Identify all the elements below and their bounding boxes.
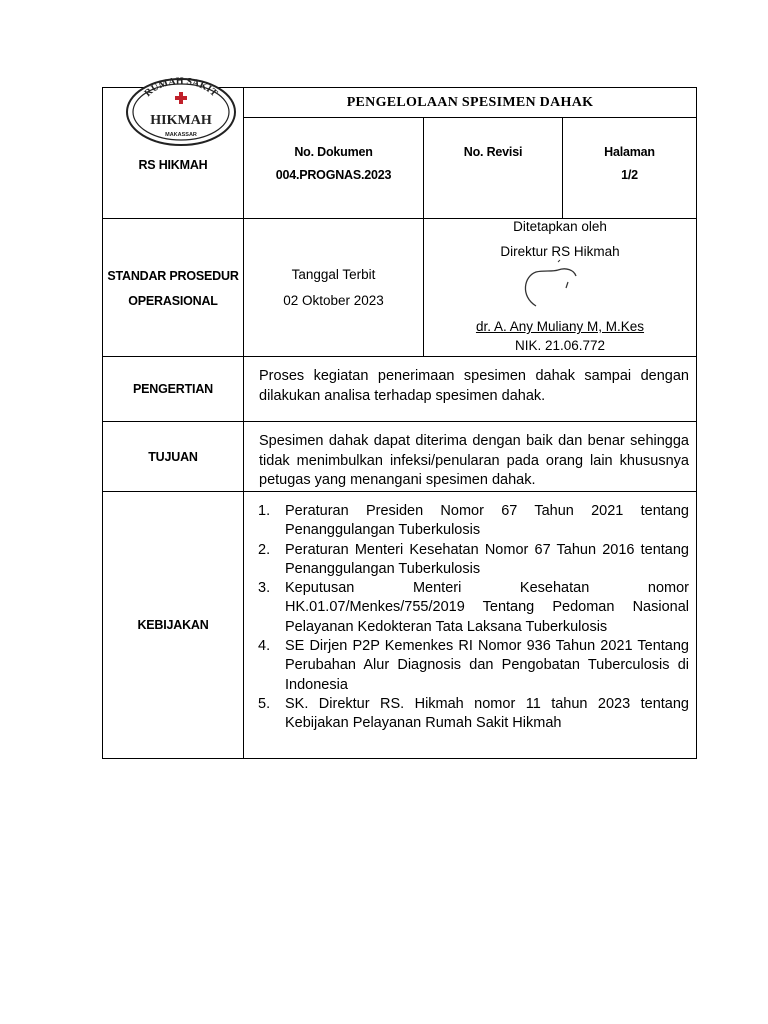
policy-item: 1. Peraturan Presiden Nomor 67 Tahun 2021 tentang Penanggulangan Tuberkulosis [258,503,689,539]
title-divider [243,117,697,118]
document-title: PENGELOLAAN SPESIMEN DAHAK [346,94,594,110]
doc-number-value: 004.PROGNAS.2023 [275,168,392,182]
tujuan-label: TUJUAN [148,449,198,464]
logo-city: MAKASSAR [165,132,197,138]
sop-col-divider [423,218,424,356]
hospital-logo [124,74,238,146]
logo-arc-text: RUMAH SAKIT [142,75,220,100]
issue-date-value: 02 Oktober 2023 [283,293,384,308]
issue-date-label: Tanggal Terbit [291,267,376,282]
sop-label [103,264,243,314]
tujuan-text: Spesimen dahak dapat diterima dengan baik dan benar sehingga tidak menimbulkan infeksi/penularan pada orang lain khususnya petugas yang menangani spesimen dahak. [259,433,689,488]
sop-label-line2: OPERASIONAL [128,294,218,308]
policy-item: 2. Peraturan Menteri Kesehatan Nomor 67 Tahun 2016 tentang Penanggulangan Tuberkulosis [258,541,689,577]
header-col-divider-1 [423,117,424,218]
policy-item: 4. SE Dirjen P2P Kemenkes RI Nomor 936 Tahun 2021 Tentang Perubahan Alur Diagnosis dan Pengobatan Tuberculosis di Indonesia [258,638,689,693]
policy-item: 3. Keputusan Menteri Kesehatan nomor HK.01.07/Menkes/755/2019 Tentang Pedoman Nasional Pelayanan Kedokteran Tata Laksana Tuberkulosis [258,580,689,635]
approved-by-label: Ditetapkan oleh [513,219,607,234]
page-label: Halaman [604,145,655,159]
sop-label-line1: STANDAR PROSEDUR [107,269,239,283]
pengertian-text: Proses kegiatan penerimaan spesimen dahak sampai dengan dilakukan analisa terhadap spesimen dahak. [259,368,689,404]
policy-item: 5. SK. Direktur RS. Hikmah nomor 11 tahun 2023 tentang Kebijakan Pelayanan Rumah Sakit Hikmah [258,695,689,732]
signer-name: dr. A. Any Muliany M, M.Kes [475,319,645,334]
approver-title: Direktur RS Hikmah [500,244,620,259]
signature [510,258,590,314]
table-border-right [696,87,697,759]
column-divider [243,87,244,759]
issue-date-block [244,262,423,314]
hospital-name: RS HIKMAH [138,158,208,172]
pengertian-label: PENGERTIAN [133,382,213,396]
logo-name: HIKMAH [150,113,212,128]
signer-nik: NIK. 21.06.772 [514,338,606,353]
revision-label: No. Revisi [463,145,523,159]
table-border-bottom [102,758,697,759]
kebijakan-list [258,502,689,734]
doc-number-label: No. Dokumen [294,145,373,159]
kebijakan-label: KEBIJAKAN [137,618,209,632]
page-value: 1/2 [621,168,638,182]
